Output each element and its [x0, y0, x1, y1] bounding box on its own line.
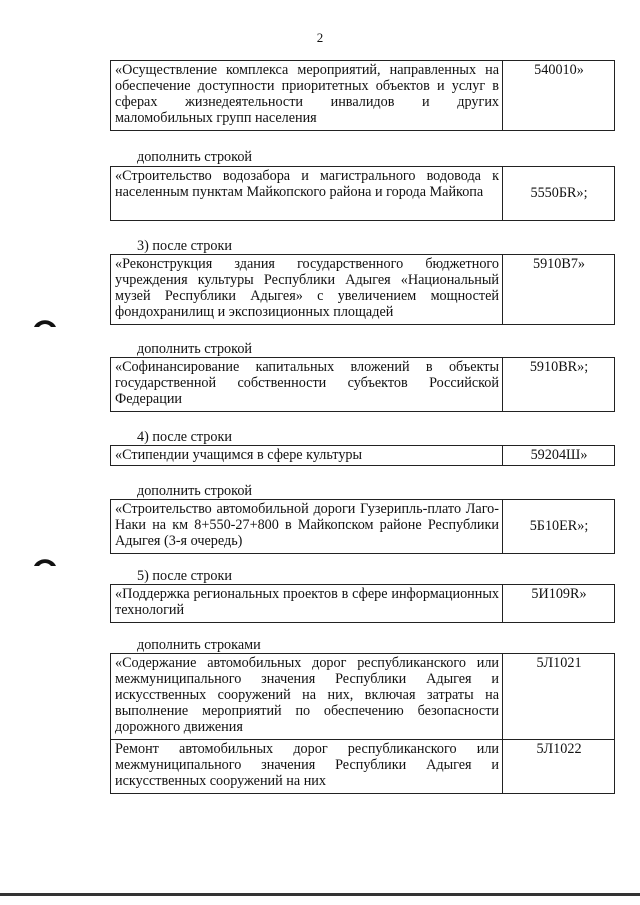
table-row	[111, 446, 615, 466]
code-cell: 5Б10ER»;	[503, 500, 615, 554]
code-cell: 5550БR»;	[503, 167, 615, 221]
description-cell: «Реконструкция здания государственного бюджетного учреждения культуры Республики Адыгея «Национальный музей Республики Адыгея» с увеличением мощностей фондохранилищ и экспозиционных площадей	[111, 255, 503, 325]
code-cell: 5Л1022	[503, 740, 615, 794]
code-cell: 5910В7»	[503, 255, 615, 325]
code-table-accessibility	[110, 60, 615, 131]
description-cell: «Софинансирование капитальных вложений в объекты государственной собственности субъектов Российской Федерации	[111, 358, 503, 412]
table-row	[111, 61, 615, 131]
description-cell: «Строительство автомобильной дороги Гузерипль-плато Лаго-Наки на км 8+550-27+800 в Майкопском районе Республики Адыгея (3-я очередь)	[111, 500, 503, 554]
section-heading: дополнить строкой	[137, 149, 253, 165]
code-cell: 540010»	[503, 61, 615, 131]
code-table-road-construction	[110, 499, 615, 554]
description-cell: «Содержание автомобильных дорог республиканского или межмуниципального значения Республики Адыгея и искусственных сооружений на них, включая затраты на выполнение мероприятий по обеспечению безопасности дорожного движения	[111, 654, 503, 740]
table-row	[111, 585, 615, 623]
code-cell: 5910BR»;	[503, 358, 615, 412]
section-heading: дополнить строками	[137, 637, 261, 653]
section-heading: дополнить строкой	[137, 483, 253, 499]
code-cell: 5Л1021	[503, 654, 615, 740]
description-cell: «Строительство водозабора и магистрального водовода к населенным пунктам Майкопского района и города Майкопа	[111, 167, 503, 221]
section-heading: 3) после строки	[137, 238, 232, 254]
margin-mark-icon	[33, 316, 57, 328]
description-cell: «Поддержка региональных проектов в сфере информационных технологий	[111, 585, 503, 623]
description-cell: «Стипендии учащимся в сфере культуры	[111, 446, 503, 466]
code-table-scholarships	[110, 445, 615, 466]
code-table-museum	[110, 254, 615, 325]
table-row	[111, 167, 615, 221]
table-row	[111, 500, 615, 554]
code-table-road-maintenance	[110, 653, 615, 794]
code-cell: 5И109R»	[503, 585, 615, 623]
table-row	[111, 654, 615, 740]
section-heading: 4) после строки	[137, 429, 232, 445]
code-table-cofinancing	[110, 357, 615, 412]
table-row	[111, 358, 615, 412]
page-number: 2	[316, 30, 324, 45]
section-heading: дополнить строкой	[137, 341, 253, 357]
table-row	[111, 740, 615, 794]
section-heading: 5) после строки	[137, 568, 232, 584]
code-table-water-supply	[110, 166, 615, 221]
bottom-rule	[0, 893, 640, 896]
code-cell: 59204Ш»	[503, 446, 615, 466]
margin-mark-icon	[33, 555, 57, 567]
code-table-it-projects	[110, 584, 615, 623]
description-cell: «Осуществление комплекса мероприятий, направленных на обеспечение доступности приоритетных объектов и услуг в сферах жизнедеятельности инвалидов и других маломобильных групп населения	[111, 61, 503, 131]
table-row	[111, 255, 615, 325]
description-cell: Ремонт автомобильных дорог республиканского или межмуниципального значения Республики Адыгея и искусственных сооружений на них	[111, 740, 503, 794]
